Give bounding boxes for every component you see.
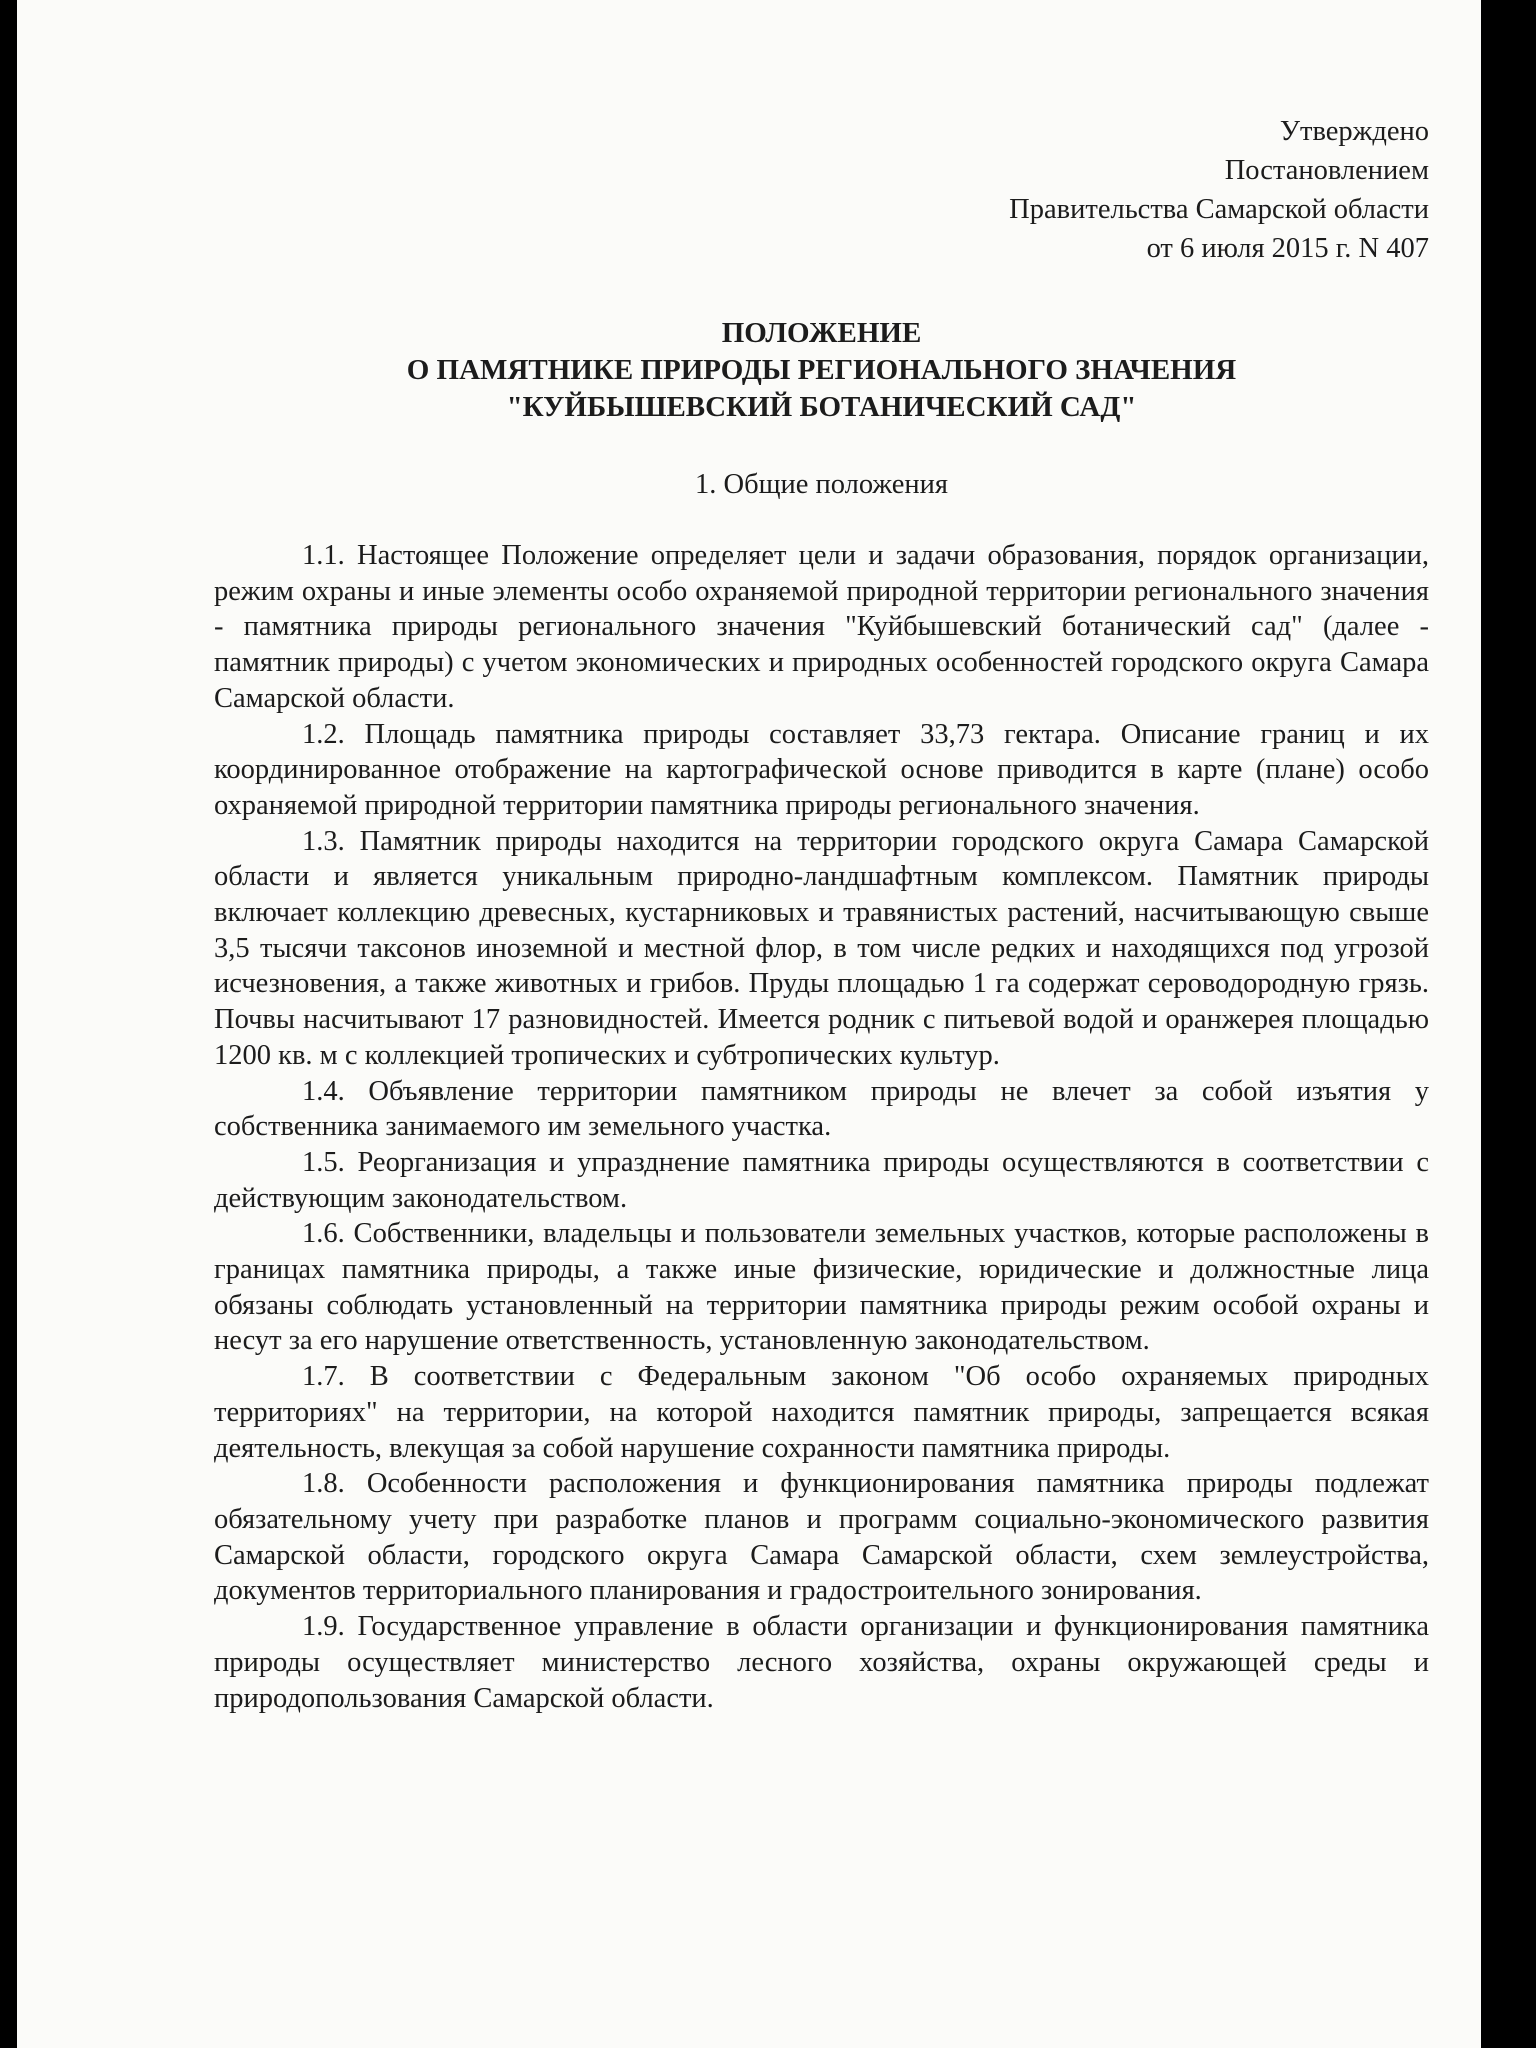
approval-stamp xyxy=(214,112,1429,268)
paragraph-1-5: 1.5. Реорганизация и упразднение памятника природы осуществляются в соответствии с действующим законодательством. xyxy=(214,1146,1429,1214)
approval-line: Постановлением xyxy=(1224,155,1429,186)
document-page xyxy=(17,0,1481,2048)
title-line: "КУЙБЫШЕВСКИЙ БОТАНИЧЕСКИЙ САД" xyxy=(506,391,1137,423)
document-body xyxy=(214,112,1429,1716)
title-line: О ПАМЯТНИКЕ ПРИРОДЫ РЕГИОНАЛЬНОГО ЗНАЧЕНИЯ xyxy=(406,354,1237,386)
paragraph-list xyxy=(214,538,1429,1716)
paragraph-1-6: 1.6. Собственники, владельцы и пользователи земельных участков, которые расположены в границах памятника природы, а также иные физические, юридические и должностные лица обязаны соблюдать установленный на территории памятника природы режим особой охраны и несут за его нарушение ответственность, установленную законодательством. xyxy=(214,1218,1429,1357)
title-line: ПОЛОЖЕНИЕ xyxy=(721,317,922,349)
paragraph-1-7: 1.7. В соответствии с Федеральным законом "Об особо охраняемых природных территориях" на территории, на которой находится памятник природы, запрещается всякая деятельность, влекущая за собой нарушение сохранности памятника природы. xyxy=(214,1361,1429,1464)
approval-line: Правительства Самарской области xyxy=(1009,194,1429,225)
paragraph-1-1: 1.1. Настоящее Положение определяет цели и задачи образования, порядок организации, режим охраны и иные элементы особо охраняемой природной территории регионального значения - памятника природы регионального значения "Куйбышевский ботанический сад" (далее - памятник природы) с учетом экономических и природных особенностей городского округа Самара Самарской области. xyxy=(214,540,1429,714)
paragraph-1-4: 1.4. Объявление территории памятником природы не влечет за собой изъятия у собственника занимаемого им земельного участка. xyxy=(214,1075,1429,1143)
section-heading: 1. Общие положения xyxy=(694,469,949,500)
approval-line: Утверждено xyxy=(1279,116,1429,147)
paragraph-1-9: 1.9. Государственное управление в области организации и функционирования памятника природы осуществляет министерство лесного хозяйства, охраны окружающей среды и природопользования Самарской области. xyxy=(214,1611,1429,1714)
paragraph-1-2: 1.2. Площадь памятника природы составляет 33,73 гектара. Описание границ и их координированное отображение на картографической основе приводится в карте (плане) особо охраняемой природной территории памятника природы регионального значения. xyxy=(214,718,1429,821)
approval-date: от 6 июля 2015 г. N 407 xyxy=(1146,233,1429,264)
paragraph-1-8: 1.8. Особенности расположения и функционирования памятника природы подлежат обязательному учету при разработке планов и программ социально-экономического развития Самарской области, городского округа Самара Самарской области, схем землеустройства, документов территориального планирования и градостроительного зонирования. xyxy=(214,1468,1429,1607)
paragraph-1-3: 1.3. Памятник природы находится на территории городского округа Самара Самарской области и является уникальным природно-ландшафтным комплексом. Памятник природы включает коллекцию древесных, кустарниковых и травянистых растений, насчитывающую свыше 3,5 тысячи таксонов иноземной и местной флор, в том числе редких и находящихся под угрозой исчезновения, а также животных и грибов. Пруды площадью 1 га содержат сероводородную грязь. Почвы насчитывают 17 разновидностей. Имеется родник с питьевой водой и оранжерея площадью 1200 кв. м с коллекцией тропических и субтропических культур. xyxy=(214,825,1429,1071)
document-title xyxy=(214,315,1429,426)
